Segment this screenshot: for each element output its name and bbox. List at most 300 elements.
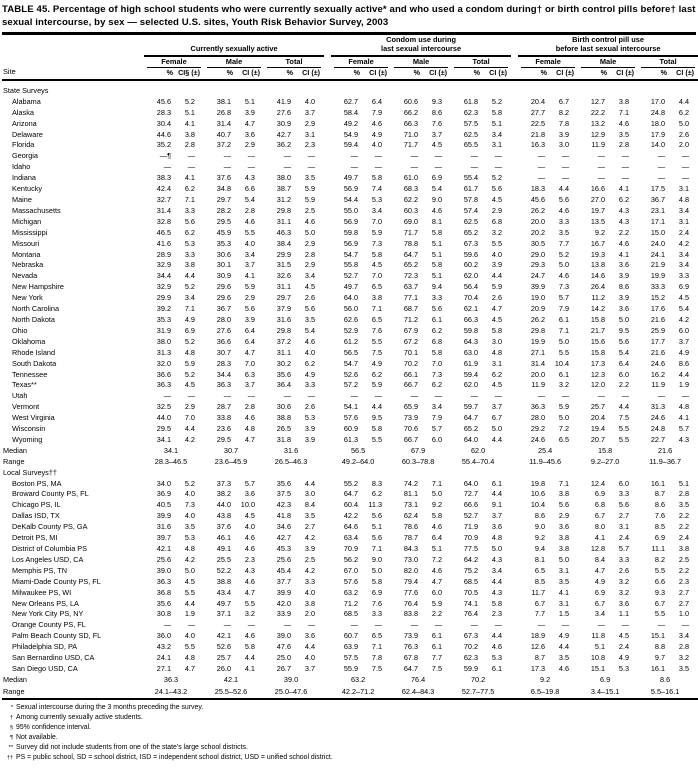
ci-value-cell: 3.9 [244,107,255,117]
percent-value-cell: — [223,151,231,161]
spacer-cell [511,446,518,457]
percent-value-cell: 4.7 [594,565,606,575]
percent-value-cell: 6.8 [594,500,606,510]
percent-value-cell: 59.8 [463,325,479,335]
percent-value-cell: 64.0 [463,478,479,488]
site-cell: Missouri [12,238,40,248]
percent-value-cell: 28.3 [216,358,231,368]
percent-value-cell: 36.3 [156,576,171,586]
ci-value-cell: 2.2 [431,609,443,619]
percent-value-cell: 26.5 [276,424,291,434]
ci-value-cell: 5.5 [618,424,630,434]
ci-value-cell: 3.9 [618,271,630,281]
ci-value-cell: 1.9 [678,380,690,390]
column-group-label [518,35,698,57]
percent-value-cell: 21.6 [650,347,666,357]
ci-value-cell: 3.7 [491,511,503,521]
percent-value-cell: 36.3 [530,402,546,412]
percent-value-cell: 63.4 [343,533,359,543]
range-value-cell: 3.4–15.1 [578,686,638,699]
percent-value-cell: 38.0 [276,173,291,183]
percent-value-cell: 60.4 [343,500,359,510]
ci-value-cell: 4.6 [244,631,255,641]
sex-column-label: Female [147,58,201,68]
percent-value-cell: 62.0 [463,380,479,390]
site-cell: District of Columbia PS [12,544,88,554]
spacer-cell [511,686,518,699]
ci-value-cell: — [247,391,255,401]
percent-value-cell: 31.3 [156,347,171,357]
percent-value-cell: 66.3 [463,314,479,324]
header-spacer [324,35,331,80]
ci-value-cell: 1.1 [618,609,630,619]
ci-value-cell: 2.9 [304,118,316,128]
percent-value-cell: 20.4 [590,413,606,423]
percent-value-cell: 62.0 [463,271,479,281]
ci-value-cell: 3.6 [244,489,255,499]
ci-value-cell: 5.8 [431,511,443,521]
spacer-cell [324,664,331,675]
ci-value-cell: — [494,162,503,172]
median-row [2,446,698,457]
spacer-cell [324,206,331,217]
ci-value-cell: — [561,162,570,172]
percent-value-cell: 62.1 [463,304,479,314]
ci-value-cell: 4.0 [244,238,255,248]
percent-value-cell: 67.8 [403,653,419,663]
ci-value-cell: 4.4 [558,184,570,194]
range-value-cell: 28.3–46.5 [154,456,188,466]
ci-value-cell: — [681,162,690,172]
ci-value-cell: 5.0 [558,336,570,346]
footnote-symbol: § [9,724,13,731]
ci-value-cell: 7.5 [618,413,630,423]
percent-value-cell: 37.2 [276,336,291,346]
ci-value-cell: 7.5 [371,347,383,357]
ci-value-cell: 4.6 [431,522,443,532]
ci-value-cell: 2.7 [618,511,630,521]
ci-value-cell: 3.6 [558,522,570,532]
spacer-cell [511,588,518,599]
ci-value-cell: 8.6 [431,107,443,117]
column-group-header [518,35,698,57]
percent-value-cell: 33.3 [650,282,666,292]
percent-value-cell: 56.9 [343,184,359,194]
ci-value-cell: 4.3 [618,216,630,226]
percent-value-cell: —¶ [159,151,171,161]
ci-value-cell: 5.9 [431,598,443,608]
ci-value-cell: — [187,151,195,161]
ci-value-cell: 4.5 [184,380,195,390]
ci-value-cell: 5.7 [431,424,443,434]
site-cell: Texas** [12,380,37,390]
spacer-cell [511,293,518,304]
ci-value-cell: 3.3 [371,609,383,619]
spacer-cell [511,402,518,413]
ci-column-header: CI (±) [235,68,264,80]
percent-value-cell: 28.0 [216,314,231,324]
ci-value-cell: 6.2 [431,325,443,335]
percent-value-cell: — [350,151,359,161]
percent-value-cell: 25.6 [156,554,171,564]
percent-value-cell: 31.1 [276,347,291,357]
ci-value-cell: 7.0 [431,358,443,368]
percent-value-cell: 45.6 [156,96,171,106]
ci-value-cell: 5.5 [618,434,630,444]
percent-value-cell: 30.6 [276,402,291,412]
ci-value-cell: 4.3 [491,554,503,564]
percent-value-cell: 29.2 [530,424,546,434]
percent-value-cell: — [223,162,231,172]
percent-value-cell: 62.5 [463,129,479,139]
percent-value-cell: 64.7 [403,249,419,259]
percent-value-cell: 65.2 [403,260,419,270]
sex-column-header [451,57,511,68]
site-cell: Chicago PS, IL [12,500,61,510]
percent-value-cell: 22.5 [530,118,546,128]
percent-value-cell: 46.5 [156,227,171,237]
percent-value-cell: 34.4 [216,369,231,379]
site-cell: New Orleans PS, LA [12,598,79,608]
ci-value-cell: 4.7 [244,434,255,444]
ci-value-cell: 5.6 [244,304,255,314]
percent-value-cell: 18.0 [650,118,666,128]
sex-column-header [144,57,204,68]
ci-value-cell: 4.9 [184,314,195,324]
ci-value-cell: 7.7 [431,653,443,663]
table-row [2,293,698,304]
ci-value-cell: 5.6 [618,336,630,346]
ci-value-cell: 5.2 [184,96,195,106]
percent-value-cell: 37.7 [276,576,291,586]
percent-value-cell: 14.0 [650,140,666,150]
percent-value-cell: 20.9 [530,304,546,314]
ci-value-cell: 5.2 [558,249,570,259]
ci-value-cell: 4.4 [304,642,316,652]
ci-value-cell: 6.5 [371,314,383,324]
percent-value-cell: 77.5 [463,544,479,554]
range-value-cell: 62.4–84.3 [391,686,451,699]
spacer-cell [324,108,331,119]
percent-value-cell: 70.9 [463,533,479,543]
percent-value-cell: 66.2 [403,107,419,117]
ci-value-cell: 4.7 [244,118,255,128]
percent-value-cell: 36.7 [650,195,666,205]
percent-value-cell: — [350,162,359,172]
site-cell: Orange County PS, FL [12,620,86,630]
ci-value-cell: 4.5 [371,260,383,270]
percent-value-cell: 24.6 [530,434,546,444]
ci-value-cell: 4.1 [618,184,630,194]
table-row [2,511,698,522]
percent-value-cell: 8.4 [594,554,606,564]
header-group-row [2,35,698,57]
percent-value-cell: 62.4 [403,511,419,521]
ci-value-cell: 3.0 [491,336,503,346]
percent-value-cell: 70.2 [463,642,479,652]
percent-value-cell: 31.4 [216,118,231,128]
site-cell: West Virginia [12,413,55,423]
spacer-cell [511,271,518,282]
median-value-cell: 76.4 [410,674,426,684]
percent-value-cell: 41.9 [276,96,291,106]
footnote-line [4,703,696,713]
percent-value-cell: 11.8 [591,631,606,641]
range-value-cell: 55.4–70.4 [461,456,495,466]
ci-value-cell: 5.3 [491,653,503,663]
spacer-cell [324,348,331,359]
ci-value-cell: 7.2 [558,424,570,434]
group-label-line: last sexual intercourse [381,44,462,54]
percent-value-cell: 36.3 [156,380,171,390]
ci-value-cell: 2.6 [678,129,690,139]
percent-value-cell: 31.5 [276,260,291,270]
ci-value-cell: 3.3 [184,249,195,259]
ci-value-cell: 3.5 [558,227,570,237]
percent-value-cell: 42.7 [276,533,291,543]
ci-value-cell: 5.9 [491,282,503,292]
ci-value-cell: — [621,391,630,401]
ci-value-cell: — [247,620,255,630]
percent-value-cell: 60.3 [403,205,419,215]
percent-value-cell: 26.4 [590,282,606,292]
ci-value-cell: 11.3 [368,500,383,510]
spacer-cell [324,315,331,326]
percent-value-cell: 30.9 [216,271,231,281]
spacer-cell [324,260,331,271]
ci-value-cell: 6.9 [431,173,443,183]
ci-value-cell: 5.3 [184,533,195,543]
percent-value-cell: 29.0 [530,249,546,259]
site-cell: New York [12,293,43,303]
spacer-cell [511,479,518,490]
percent-value-cell: 26.2 [530,314,546,324]
percent-value-cell: 5.1 [594,642,606,652]
ci-value-cell: 5.6 [558,500,570,510]
ci-value-cell: 5.7 [244,478,255,488]
ci-value-cell: 3.6 [244,129,255,139]
spacer-cell [324,500,331,511]
ci-value-cell: 8.6 [618,282,630,292]
spacer-cell [511,239,518,250]
percent-value-cell: 21.8 [530,129,546,139]
percent-value-cell: 44.0 [156,413,171,423]
ci-value-cell: 4.9 [304,369,316,379]
range-value-cell: 11.9–45.6 [529,456,562,466]
ci-value-cell: 9.3 [431,96,443,106]
ci-value-cell: 4.0 [184,631,195,641]
percent-value-cell: 57.6 [343,576,359,586]
percent-value-cell: 27.7 [530,107,546,117]
ci-value-cell: 3.8 [304,598,316,608]
median-value-cell: 70.2 [470,674,486,684]
table-row [2,337,698,348]
percent-value-cell: 17.6 [650,304,666,314]
percent-value-cell: 29.5 [156,424,171,434]
ci-value-cell: 2.3 [491,609,503,619]
ci-value-cell: 5.8 [491,598,503,608]
percent-value-cell: 9.3 [654,587,666,597]
percent-value-cell: 19.0 [530,293,546,303]
percent-value-cell: 26.2 [530,205,546,215]
site-cell: San Diego USD, CA [12,663,78,673]
median-value-cell: 25.4 [537,445,553,455]
percent-value-cell: 57.4 [463,205,479,215]
footnote-symbol: †† [6,755,13,762]
percent-value-cell: 62.2 [403,195,419,205]
sex-column-header [391,57,451,68]
ci-value-cell: 4.0 [244,522,255,532]
spacer-cell [324,402,331,413]
range-value-cell: 23.6–45.9 [214,456,248,466]
ci-value-cell: 3.2 [244,609,255,619]
percent-value-cell: 76.4 [463,609,479,619]
sex-column-label: Female [334,58,388,68]
table-row [2,664,698,675]
percent-value-cell: 25.0 [276,653,291,663]
table-row [2,479,698,490]
ci-value-cell: 5.6 [184,216,195,226]
percent-value-cell: 36.7 [216,304,231,314]
percent-value-cell: 27.6 [216,325,231,335]
percent-value-cell: — [537,173,546,183]
percent-value-cell: 37.6 [216,173,231,183]
percent-value-cell: 38.7 [276,184,291,194]
ci-value-cell: 4.7 [184,663,195,673]
ci-value-cell: 3.1 [558,565,570,575]
percent-value-cell: 55.8 [343,260,359,270]
percent-value-cell: 71.7 [403,227,419,237]
ci-value-cell: 4.4 [491,576,503,586]
ci-value-cell: 4.6 [558,205,570,215]
spacer-cell [324,533,331,544]
sex-column-header [578,57,638,68]
range-value-cell: 25.5–52.6 [204,686,264,699]
percent-value-cell: 30.2 [276,358,291,368]
ci-value-cell: 3.8 [184,129,195,139]
ci-value-cell: 3.6 [491,522,503,532]
ci-value-cell: 5.1 [431,249,443,259]
spacer-cell [324,119,331,130]
table-row [2,282,698,293]
percent-value-cell: 65.5 [463,140,479,150]
percent-value-cell: 66.6 [463,500,479,510]
spacer-cell [324,620,331,631]
percent-value-cell: 47.6 [276,642,291,652]
ci-value-cell: 3.4 [678,631,690,641]
percent-value-cell: 38.4 [276,238,291,248]
spacer-cell [324,359,331,370]
ci-value-cell: 4.2 [184,554,195,564]
site-cell: Memphis PS, TN [12,565,68,575]
percent-value-cell: 34.8 [216,184,231,194]
ci-value-cell: 7.1 [184,195,195,205]
percent-value-cell: 57.2 [343,380,359,390]
percent-value-cell: 71.2 [403,314,419,324]
percent-value-cell: 12.0 [590,380,606,390]
median-row [2,675,698,686]
ci-value-cell: 3.4 [491,129,503,139]
ci-value-cell: 4.1 [244,663,255,673]
table-row [2,489,698,500]
ci-value-cell: 3.9 [558,129,570,139]
percent-value-cell: 15.1 [650,631,666,641]
ci-value-cell: 2.5 [304,554,316,564]
percent-value-cell: 12.3 [590,369,606,379]
spacer-cell [511,130,518,141]
spacer-cell [324,162,331,173]
ci-value-cell: 3.4 [431,402,443,412]
percent-value-cell: 31.1 [276,282,291,292]
ci-value-cell: 4.8 [184,544,195,554]
percent-value-cell: 42.0 [276,598,291,608]
percent-value-cell: 67.9 [403,325,419,335]
spacer-cell [511,151,518,162]
ci-value-cell: 4.4 [558,642,570,652]
spacer-cell [324,686,331,699]
spacer-cell [324,250,331,261]
percent-value-cell: 19.7 [590,205,606,215]
ci-value-cell: 3.7 [491,402,503,412]
table-row [2,500,698,511]
percent-value-cell: 60.6 [403,96,419,106]
percent-value-cell: 62.6 [343,314,359,324]
percent-value-cell: 66.7 [403,434,419,444]
percent-value-cell: 6.7 [654,598,666,608]
ci-value-cell: 7.8 [558,118,570,128]
site-cell: New Hampshire [12,282,64,292]
spacer-cell [324,151,331,162]
spacer-cell [324,217,331,228]
ci-value-cell: 4.1 [184,173,195,183]
percent-value-cell: 30.4 [156,118,171,128]
ci-value-cell: 4.0 [371,140,383,150]
ci-value-cell: 6.9 [678,282,690,292]
ci-value-cell: 6.0 [431,587,443,597]
ci-value-cell: 2.5 [678,554,690,564]
percent-value-cell: 39.0 [156,565,171,575]
ci-value-cell: 7.3 [558,282,570,292]
ci-value-cell: 4.6 [618,118,630,128]
ci-value-cell: 6.2 [678,107,690,117]
ci-value-cell: 5.1 [244,96,255,106]
percent-value-cell: 68.7 [403,304,419,314]
spacer-cell [511,642,518,653]
percent-value-cell: 57.6 [343,413,359,423]
ci-value-cell: 6.1 [491,478,503,488]
percent-value-cell: 36.6 [216,336,231,346]
ci-value-cell: 5.1 [431,238,443,248]
percent-value-cell: 6.9 [594,489,606,499]
percent-value-cell: 3.4 [594,609,606,619]
ci-value-cell: 7.0 [371,271,383,281]
ci-value-cell: 4.1 [618,249,630,259]
ci-value-cell: 6.1 [431,642,443,652]
spacer-cell [324,566,331,577]
percent-value-cell: 32.5 [156,402,171,412]
site-cell: Wyoming [12,434,43,444]
percent-value-cell: 55.9 [343,663,359,673]
percent-value-cell: 35.2 [156,140,171,150]
percent-value-cell: 4.1 [594,533,606,543]
percent-value-cell: 6.9 [654,533,666,543]
percent-value-cell: 34.1 [156,434,171,444]
ci-value-cell: 5.1 [431,544,443,554]
sex-column-header [331,57,391,68]
table-row [2,522,698,533]
ci-value-cell: — [307,620,316,630]
percent-value-cell: 36.2 [276,140,291,150]
